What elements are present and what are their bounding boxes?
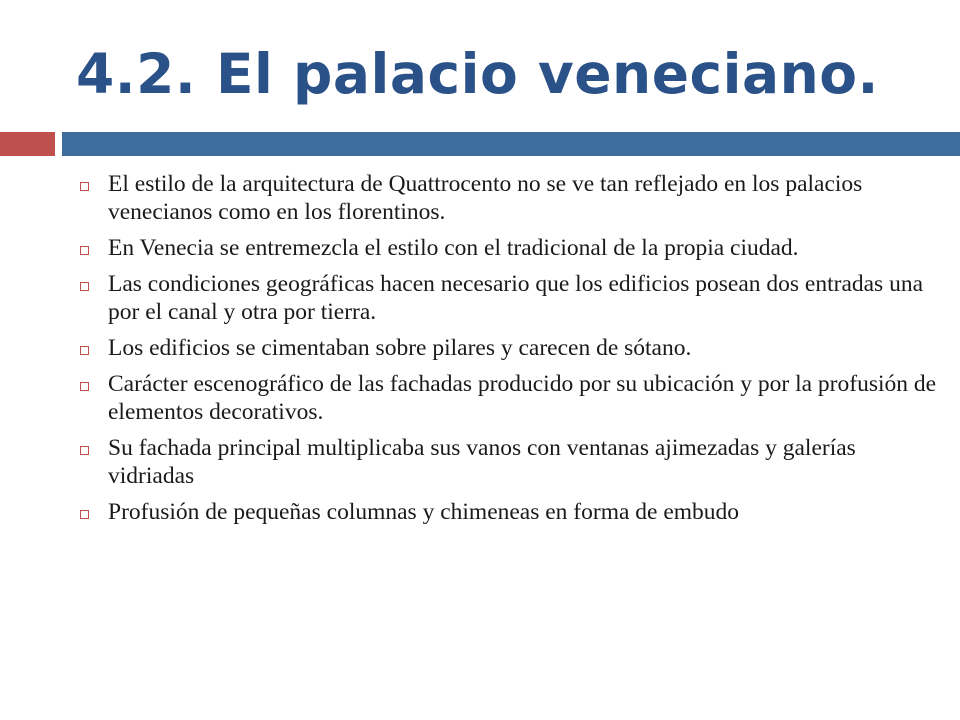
bullet-item bbox=[78, 170, 938, 226]
bullet-text: Las condiciones geográficas hacen necesario que los edificios posean dos entradas una por el canal y otra por tierra. bbox=[108, 271, 924, 325]
bullet-text: En Venecia se entremezcla el estilo con el tradicional de la propia ciudad. bbox=[108, 235, 799, 261]
bullet-text: Su fachada principal multiplicaba sus vanos con ventanas ajimezadas y galerías vidriadas bbox=[108, 435, 856, 489]
hollow-square-bullet-icon bbox=[80, 446, 89, 455]
hollow-square-bullet-icon bbox=[80, 510, 89, 519]
hollow-square-bullet-icon bbox=[80, 282, 89, 291]
bullet-text: Los edificios se cimentaban sobre pilares y carecen de sótano. bbox=[108, 335, 692, 361]
slide-title: 4.2. El palacio veneciano. bbox=[76, 42, 879, 106]
bullet-list bbox=[78, 170, 938, 534]
bullet-item bbox=[78, 434, 938, 490]
hollow-square-bullet-icon bbox=[80, 346, 89, 355]
title-accent-bar-left bbox=[0, 132, 55, 156]
bullet-text: Carácter escenográfico de las fachadas producido por su ubicación y por la profusión de elementos decorativos. bbox=[108, 371, 937, 425]
bullet-item bbox=[78, 270, 938, 326]
hollow-square-bullet-icon bbox=[80, 382, 89, 391]
bullet-item bbox=[78, 370, 938, 426]
bullet-item bbox=[78, 234, 938, 262]
bullet-text: El estilo de la arquitectura de Quattrocento no se ve tan reflejado en los palacios venecianos como en los florentinos. bbox=[108, 171, 863, 225]
bullet-text: Profusión de pequeñas columnas y chimeneas en forma de embudo bbox=[108, 499, 740, 525]
hollow-square-bullet-icon bbox=[80, 246, 89, 255]
bullet-item bbox=[78, 334, 938, 362]
bullet-item bbox=[78, 498, 938, 526]
hollow-square-bullet-icon bbox=[80, 182, 89, 191]
title-accent-bar-right bbox=[62, 132, 960, 156]
